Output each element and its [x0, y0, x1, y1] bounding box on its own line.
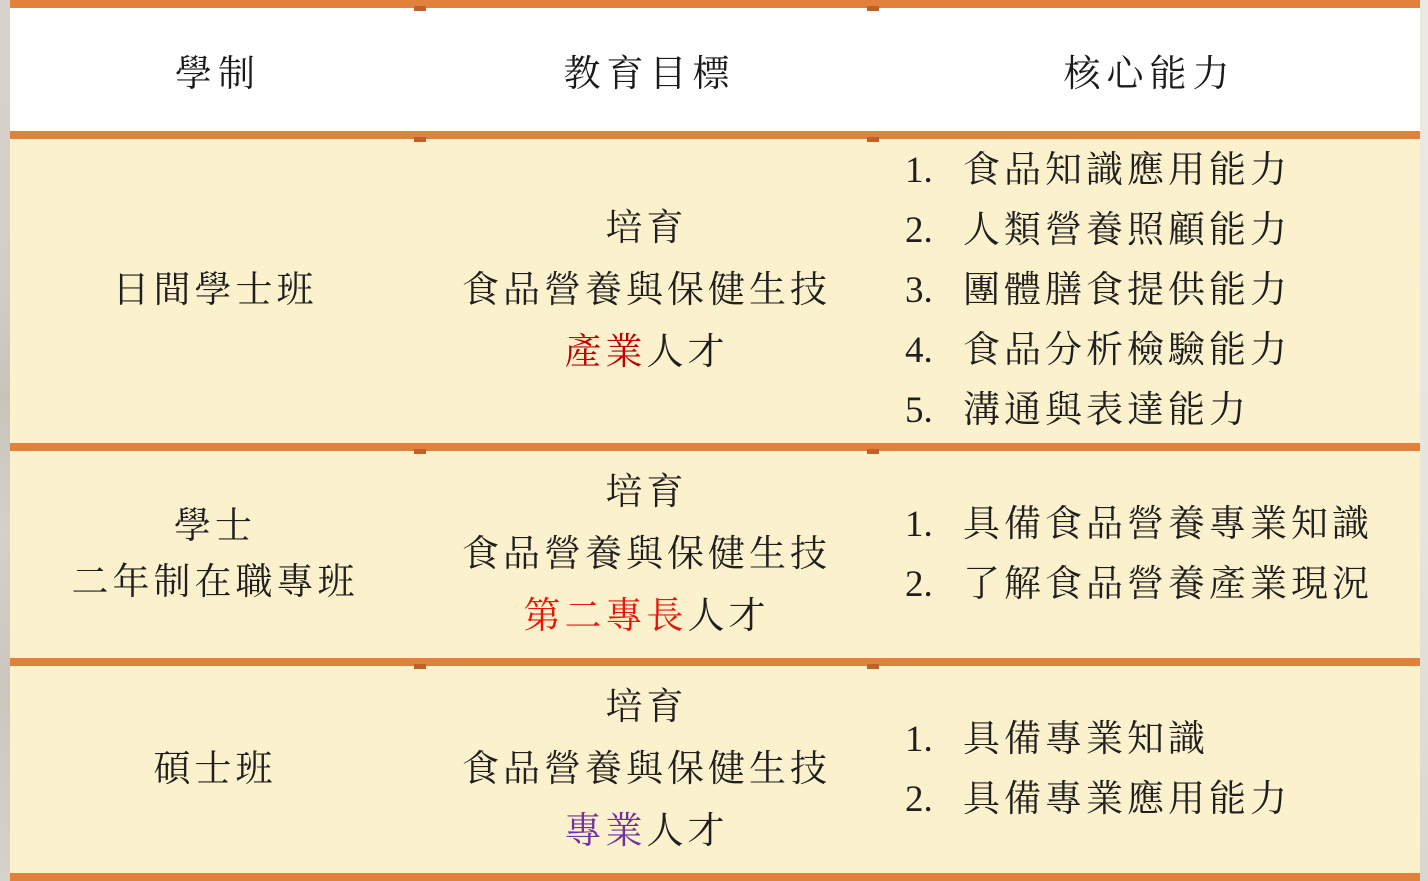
table-row-two-year-program — [10, 451, 1420, 658]
item-number: 3. — [905, 270, 933, 311]
program-cell — [10, 666, 420, 873]
item-text: 人類營養照顧能力 — [963, 210, 1291, 251]
item-number: 2. — [905, 210, 933, 251]
page-right-edge — [1420, 0, 1428, 881]
list-item — [905, 261, 1420, 321]
item-text: 食品知識應用能力 — [963, 150, 1291, 191]
item-number: 1. — [905, 150, 933, 191]
column-divider-tick — [867, 6, 879, 11]
goal-cell — [420, 451, 873, 658]
goal-line — [565, 801, 729, 863]
competency-cell — [873, 666, 1420, 873]
goal-cell — [420, 666, 873, 873]
page-left-edge — [0, 0, 10, 881]
item-text: 具備專業知識 — [963, 718, 1209, 760]
table-header-row — [10, 8, 1420, 131]
table-row-master-program — [10, 666, 1420, 873]
row-divider-border — [10, 443, 1420, 451]
competency-list — [873, 141, 1420, 441]
goal-suffix: 人才 — [687, 595, 770, 637]
header-bottom-border — [10, 131, 1420, 139]
column-divider-tick — [867, 664, 879, 669]
item-number: 4. — [905, 330, 933, 371]
goal-highlight: 第二專長 — [523, 595, 688, 637]
goal-highlight: 產業 — [564, 332, 647, 373]
list-item — [905, 381, 1420, 441]
program-cell — [10, 139, 420, 443]
goal-line: 培育 — [605, 686, 688, 728]
program-name: 日間學士班 — [112, 270, 318, 311]
goal-line — [565, 322, 729, 384]
program-name: 二年制在職專班 — [71, 561, 359, 603]
item-text: 溝通與表達能力 — [963, 390, 1250, 431]
competency-list — [873, 495, 1420, 615]
goal-line: 食品營養與保健生技 — [462, 748, 831, 790]
list-item — [905, 141, 1420, 201]
programs-table — [10, 0, 1420, 881]
competency-list — [873, 710, 1420, 830]
list-item — [905, 770, 1420, 830]
column-header-core-competency: 核心能力 — [1063, 53, 1236, 95]
program-cell — [10, 451, 420, 658]
table-row-day-bachelor — [10, 139, 1420, 443]
row-divider-border — [10, 658, 1420, 666]
item-number: 1. — [905, 503, 933, 545]
item-number: 2. — [905, 563, 933, 605]
item-text: 團體膳食提供能力 — [963, 270, 1291, 311]
goal-line: 培育 — [605, 208, 688, 249]
list-item — [905, 555, 1420, 615]
list-item — [905, 710, 1420, 770]
column-divider-tick — [414, 137, 426, 142]
goal-line: 培育 — [605, 471, 688, 513]
table-bottom-border — [10, 873, 1420, 881]
goal-line: 食品營養與保健生技 — [462, 270, 831, 311]
column-divider-tick — [414, 449, 426, 454]
table-top-border — [10, 0, 1420, 8]
item-text: 了解食品營養產業現況 — [963, 563, 1373, 605]
goal-suffix: 人才 — [646, 810, 729, 852]
goal-highlight: 專業 — [564, 810, 647, 852]
item-text: 具備專業應用能力 — [963, 778, 1291, 820]
item-number: 5. — [905, 390, 933, 431]
list-item — [905, 321, 1420, 381]
competency-cell — [873, 451, 1420, 658]
list-item — [905, 201, 1420, 261]
item-number: 2. — [905, 778, 933, 820]
goal-line — [524, 586, 770, 648]
program-name: 學士 — [174, 505, 256, 547]
competency-cell — [873, 139, 1420, 443]
item-number: 1. — [905, 718, 933, 760]
column-header-educational-goal: 教育目標 — [563, 53, 736, 95]
item-text: 具備食品營養專業知識 — [963, 503, 1373, 545]
column-divider-tick — [867, 137, 879, 142]
goal-suffix: 人才 — [646, 332, 729, 373]
program-name: 碩士班 — [153, 748, 277, 790]
column-header-program: 學制 — [175, 53, 261, 95]
column-divider-tick — [414, 6, 426, 11]
list-item — [905, 495, 1420, 555]
column-divider-tick — [867, 449, 879, 454]
item-text: 食品分析檢驗能力 — [963, 330, 1291, 371]
goal-line: 食品營養與保健生技 — [462, 533, 831, 575]
goal-cell — [420, 139, 873, 443]
column-divider-tick — [414, 664, 426, 669]
